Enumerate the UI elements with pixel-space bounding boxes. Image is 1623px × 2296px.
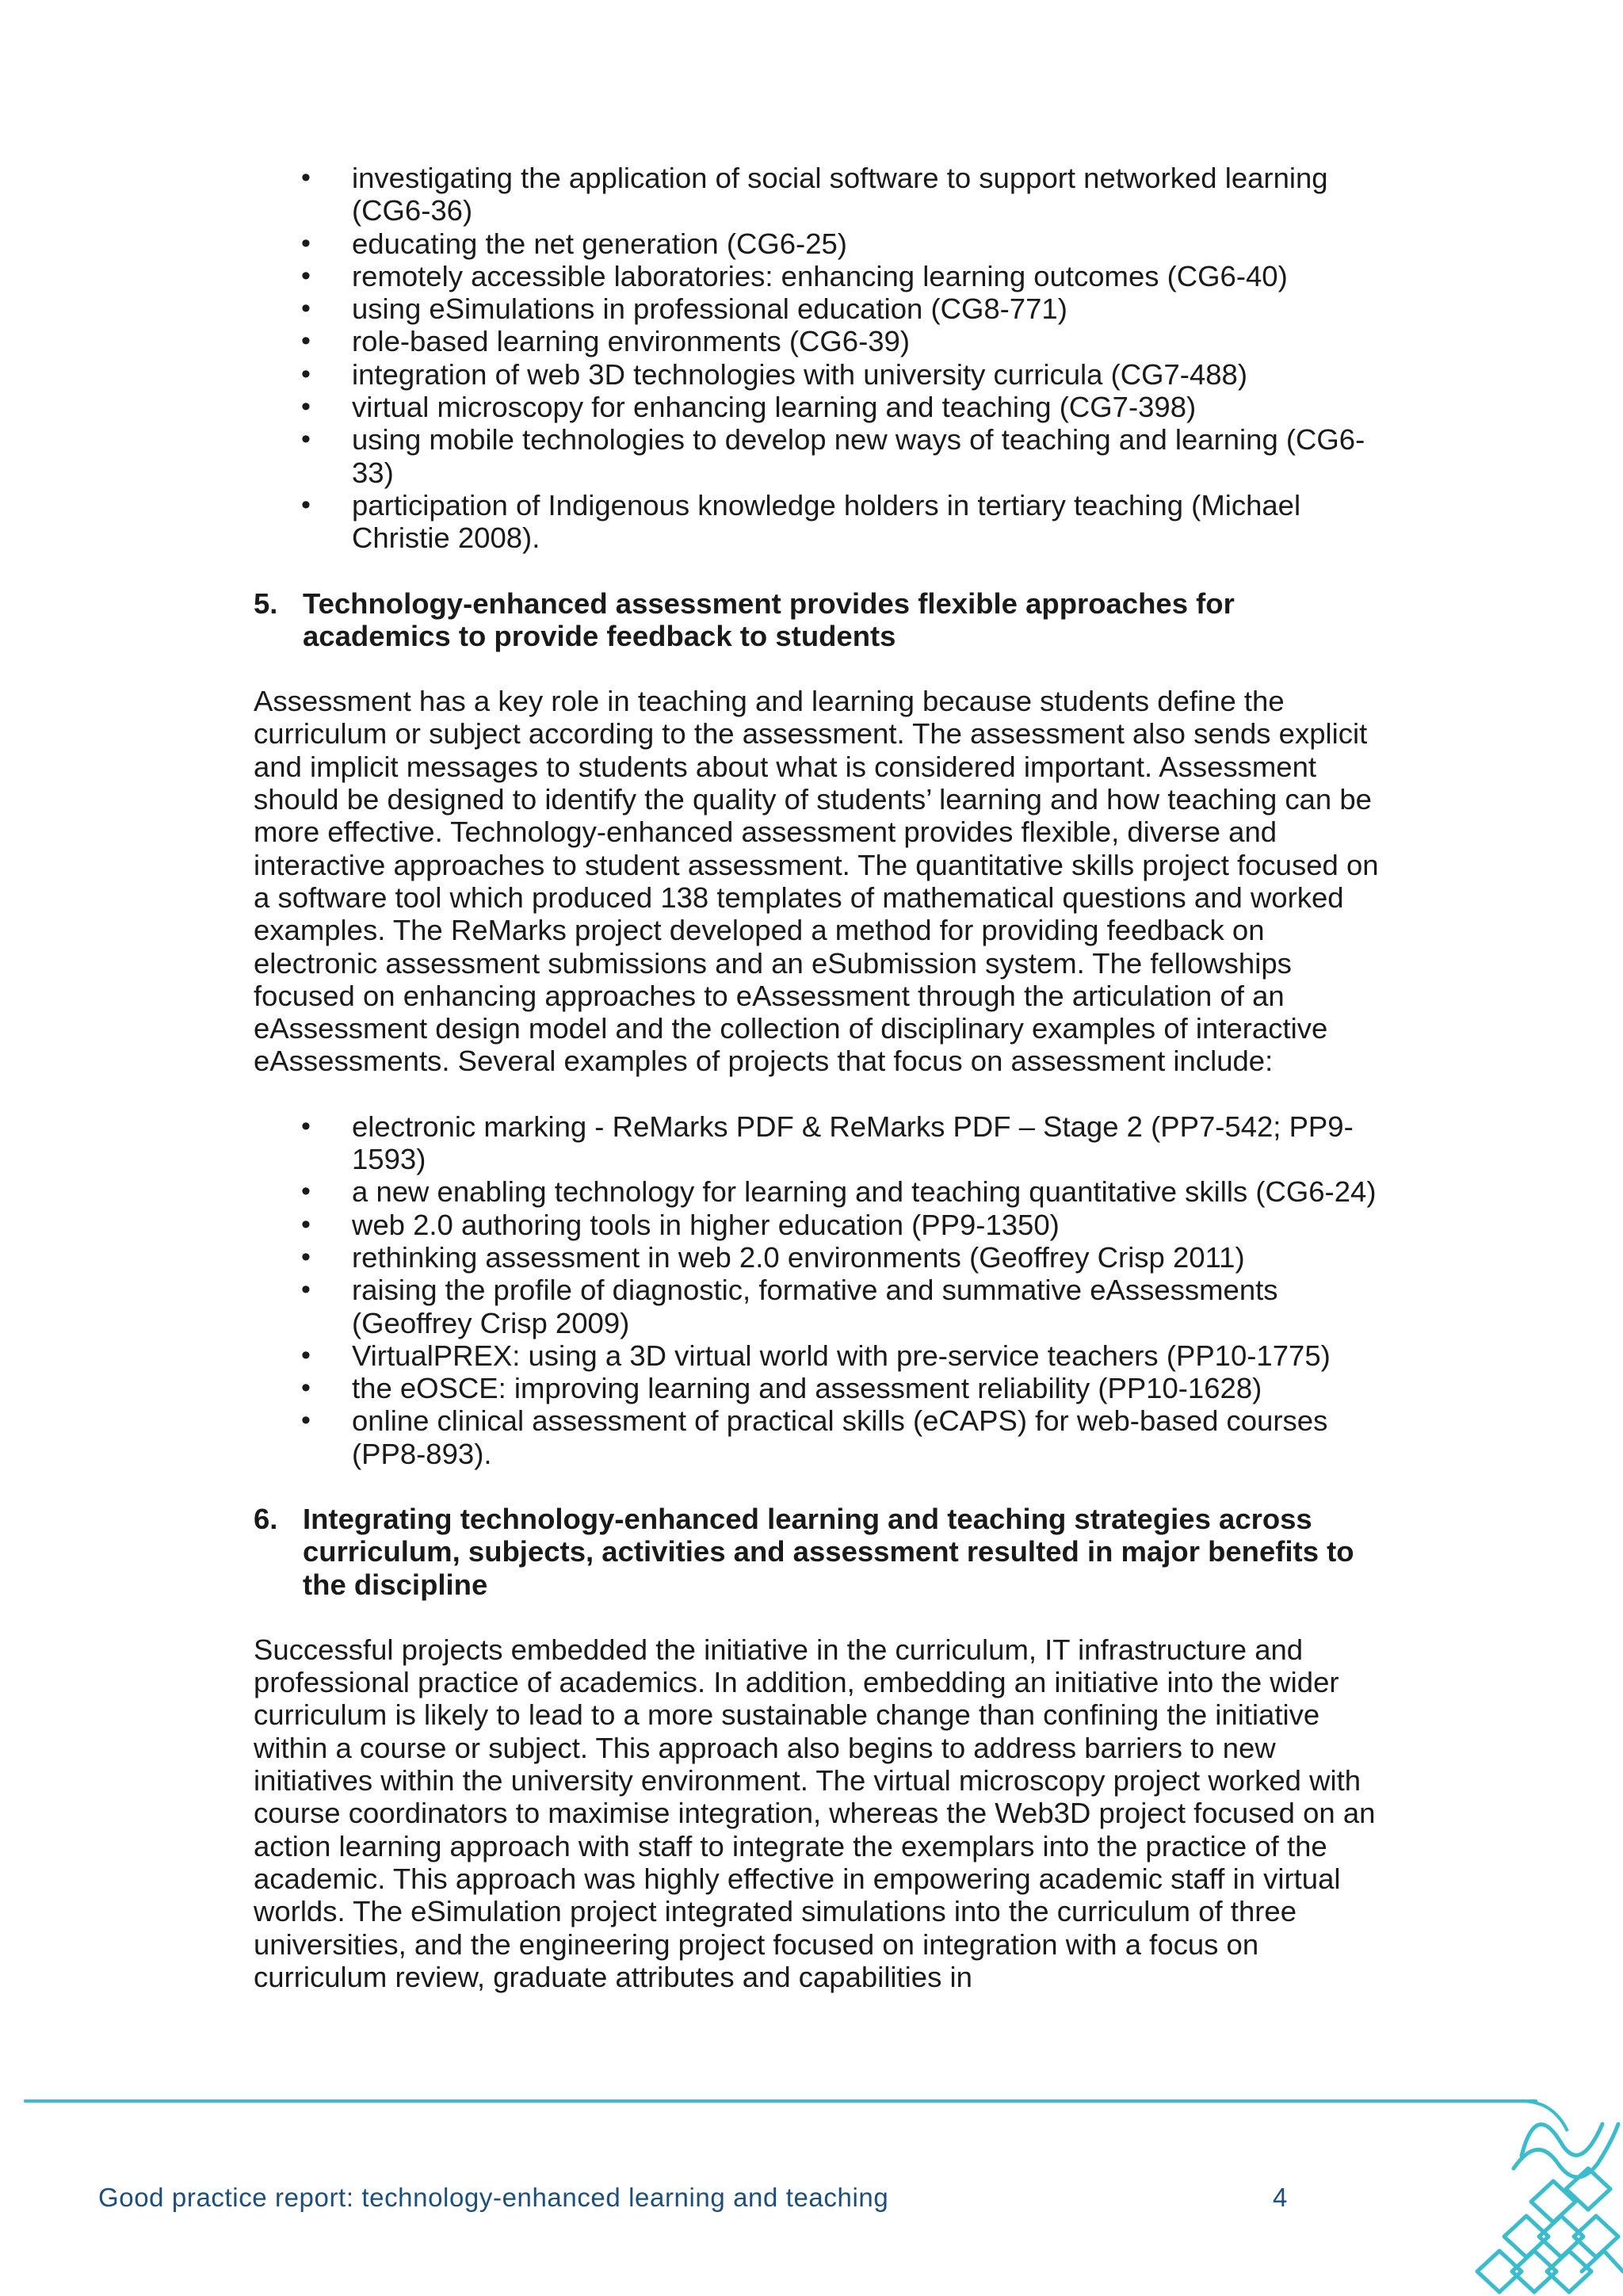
list-item: • using mobile technologies to develop new ways of teaching and learning (CG6-33)	[301, 423, 1365, 489]
bullet-icon: •	[301, 260, 311, 291]
bullet-icon: •	[301, 1176, 311, 1207]
bullet-icon: •	[301, 227, 311, 258]
list-item: • raising the profile of diagnostic, formative and summative eAssessments (Geoffrey Crisp 2009)	[301, 1274, 1278, 1339]
footer-title: Good practice report: technology-enhanced learning and teaching	[98, 2183, 889, 2212]
list-item: • the eOSCE: improving learning and assessment reliability (PP10-1628)	[301, 1372, 1262, 1405]
bullet-icon: •	[301, 1405, 311, 1436]
list-item: • online clinical assessment of practical skills (eCAPS) for web-based courses (PP8-893).	[301, 1404, 1328, 1470]
projects-list	[254, 162, 1379, 555]
section-number: 5.	[254, 586, 278, 620]
list-item: • educating the net generation (CG6-25)	[301, 227, 847, 260]
body-paragraph: Successful projects embedded the initiative in the curriculum, IT infrastructure and professional practice of academics. In addition, embedding an initiative into the wider curriculum is likely to lead to a more sustainable change than confining the initiative within a course or subject. This approach also begins to address barriers to new initiatives within the university environment. The virtual microscopy project worked with course coordinators to maximise integration, whereas the Web3D project focused on an action learning approach with staff to integrate the exemplars into the practice of the academic. This approach was highly effective in empowering academic staff in virtual worlds. The eSimulation project integrated simulations into the curriculum of three universities, and the engineering project focused on integration with a focus on curriculum review, graduate attributes and capabilities in	[254, 1633, 1376, 1993]
bullet-icon: •	[301, 489, 311, 520]
bullet-icon: •	[301, 392, 311, 422]
list-item: • electronic marking - ReMarks PDF & ReMarks PDF – Stage 2 (PP7-542; PP9-1593)	[301, 1110, 1354, 1176]
list-item: • VirtualPREX: using a 3D virtual world with pre-service teachers (PP10-1775)	[301, 1339, 1331, 1372]
page-number: 4	[1273, 2183, 1288, 2212]
list-item: • investigating the application of social software to support networked learning (CG6-36)	[301, 162, 1328, 227]
list-item: • integration of web 3D technologies with university curricula (CG7-488)	[301, 357, 1248, 391]
list-item: • using eSimulations in professional education (CG8-771)	[301, 292, 1067, 326]
list-item: • virtual microscopy for enhancing learning and teaching (CG7-398)	[301, 391, 1197, 424]
list-item: • participation of Indigenous knowledge holders in tertiary teaching (Michael Christie 2008).	[301, 488, 1301, 555]
section-number: 6.	[254, 1502, 278, 1535]
bullet-icon: •	[301, 326, 311, 357]
bullet-icon: •	[301, 293, 311, 324]
bullet-icon: •	[301, 1274, 311, 1305]
list-item: • a new enabling technology for learning and teaching quantitative skills (CG6-24)	[301, 1175, 1377, 1209]
list-item: • remotely accessible laboratories: enhancing learning outcomes (CG6-40)	[301, 259, 1288, 292]
list-item: • web 2.0 authoring tools in higher education (PP9-1350)	[301, 1208, 1060, 1241]
bullet-icon: •	[301, 1110, 311, 1141]
list-item: • role-based learning environments (CG6-39)	[301, 325, 910, 358]
section-title: Technology-enhanced assessment provides flexible approaches for academics to provide feedback to students	[303, 586, 1235, 652]
list-item: • rethinking assessment in web 2.0 environments (Geoffrey Crisp 2011)	[301, 1240, 1245, 1274]
bullet-icon: •	[301, 1373, 311, 1404]
assessment-projects-list	[254, 1110, 1379, 1470]
bullet-icon: •	[301, 424, 311, 455]
bullet-icon: •	[301, 162, 311, 193]
bullet-icon: •	[301, 1339, 311, 1370]
footer-rule	[24, 2099, 1537, 2103]
decorative-wave-logo-icon	[1419, 2092, 1623, 2296]
section-title: Integrating technology-enhanced learning and teaching strategies across curriculum, subjects, activities and assessment resulted in major benefits to the discipline	[303, 1502, 1354, 1601]
section-heading	[254, 587, 1379, 653]
section-heading	[254, 1503, 1379, 1601]
bullet-icon: •	[301, 1241, 311, 1272]
body-content	[254, 162, 1379, 2026]
bullet-icon: •	[301, 1209, 311, 1240]
body-paragraph: Assessment has a key role in teaching and learning because students define the curriculum or subject according to the assessment. The assessment also sends explicit and implicit messages to students about what is considered important. Assessment should be designed to identify the quality of students’ learning and how teaching can be more effective. Technology-enhanced assessment provides flexible, diverse and interactive approaches to student assessment. The quantitative skills project focused on a software tool which produced 138 templates of mathematical questions and worked examples. The ReMarks project developed a method for providing feedback on electronic assessment submissions and an eSubmission system. The fellowships focused on enhancing approaches to eAssessment through the articulation of an eAssessment design model and the collection of disciplinary examples of interactive eAssessments. Several examples of projects that focus on assessment include:	[254, 685, 1379, 1078]
bullet-icon: •	[301, 358, 311, 389]
